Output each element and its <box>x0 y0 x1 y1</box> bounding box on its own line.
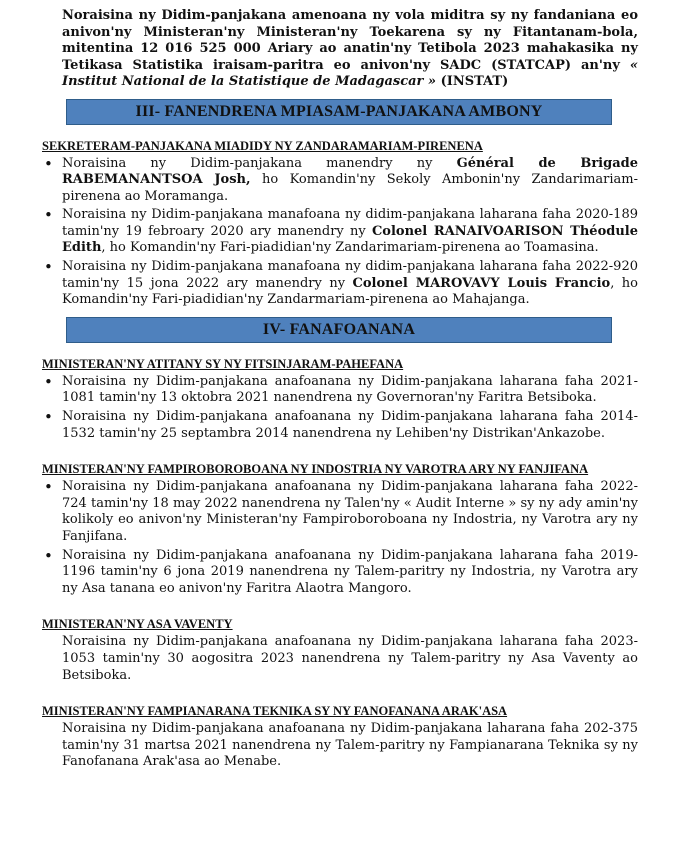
item-name: Colonel RANAIVOARISON Théodule Edith <box>62 223 638 256</box>
intro-acronym: (INSTAT) <box>440 74 509 89</box>
subheading-zandarmariam: SEKRETERAM-PANJAKANA MIADIDY NY ZANDARAMARIAM-PIRENENA <box>42 138 483 153</box>
list-item: • Noraisina ny Didim-panjakana anafoanana ny Didim-panjakana laharana faha 2014- 1532 tamin'ny 25 septambra 2014 nanendrena ny Lehiben'ny Distrikan'Ankazobe. <box>62 409 638 442</box>
list-item: • Noraisina ny Didim-panjakana anafoanana ny Didim-panjakana laharana faha 2019-1196 tamin'ny 6 jona 2019 nanendrena ny Talem-paritry ny Indostria, ny Varotra ary ny Asa tanana eo anivon'ny Faritra Alaotra Mangoro. <box>62 548 638 598</box>
section-heading-iv: IV- FANAFOANANA <box>66 317 612 343</box>
list-item <box>62 207 638 257</box>
paragraph-fampianarana-teknika: Noraisina ny Didim-panjakana anafoanana ny Didim-panjakana laharana faha 202-375 tamin'ny 31 martsa 2021 nanendrena ny Talem-paritry ny Fampianarana Teknika sy ny Fanofanana Arak'asa ao Menabe. <box>62 721 638 770</box>
item-name: Général de Brigade RABEMANANTSOA Josh, <box>62 155 638 188</box>
item-text: , ho Komandin'ny Fari-piadidian'ny Zandarimariam-pirenena ao Toamasina. <box>101 240 599 256</box>
list-item: • Noraisina ny Didim-panjakana anafoanana ny Didim-panjakana laharana faha 2021-1081 tamin'ny 13 oktobra 2021 nanendrena ny Governoran'ny Faritra Betsiboka. <box>62 374 638 407</box>
item-text: Noraisina ny Didim-panjakana manafoana ny didim-panjakana laharana faha 2020-189 tamin'ny 19 febroary 2020 ary manendry ny <box>62 207 638 239</box>
list-item <box>62 259 638 309</box>
list-item: • Noraisina ny Didim-panjakana anafoanana ny Didim-panjakana laharana faha 2022-724 tamin'ny 18 may 2022 nanendrena ny Talen'ny « Audit Interne » sy ny ady amin'ny kolikoly eo anivon'ny Ministeran'ny Fampiroboroboana ny Indostria, ny Varotra ary ny Fanjifana. <box>62 479 638 545</box>
intro-paragraph <box>62 8 638 91</box>
item-name: Colonel MAROVAVY Louis Francio <box>352 275 611 291</box>
item-text: Noraisina ny Didim-panjakana manafoana ny didim-panjakana laharana faha 2022-920 tamin'ny 15 jona 2022 ary manendry ny <box>62 259 638 291</box>
subheading-fampianarana-teknika: MINISTERAN'NY FAMPIANARANA TEKNIKA SY NY FANOFANANA ARAK'ASA <box>42 704 508 719</box>
intro-institution: « Institut National de la Statistique de Madagascar » <box>62 57 638 89</box>
abrogations-list-atitany <box>42 374 638 442</box>
section-heading-iii: III- FANENDRENA MPIASAM-PANJAKANA AMBONY <box>66 99 612 125</box>
item-text: , ho Komandin'ny Fari-piadidian'ny Zandarmariam-pirenena ao Mahajanga. <box>62 275 639 308</box>
list-item <box>62 156 638 206</box>
item-text: Noraisina ny Didim-panjakana manendry ny <box>62 155 457 171</box>
subheading-indostria: MINISTERAN'NY FAMPIROBOROBOANA NY INDOSTRIA NY VAROTRA ARY NY FANJIFANA <box>42 462 589 477</box>
subheading-asa-vaventy: MINISTERAN'NY ASA VAVENTY <box>42 617 233 632</box>
paragraph-asa-vaventy: Noraisina ny Didim-panjakana anafoanana ny Didim-panjakana laharana faha 2023-1053 tamin'ny 30 aogositra 2023 nanendrena ny Talem-paritry ny Asa Vaventy ao Betsiboka. <box>62 634 638 683</box>
intro-text: Noraisina ny Didim-panjakana amenoana ny vola miditra sy ny fandaniana eo anivon'ny Ministeran'ny Ministeran'ny Toekarena sy ny Fitantanam-bola, mitentina 12 016 525 000 Ariary ao anatin'ny Tetibola 2023 mahakasika ny Tetikasa Statistika iraisam-paritra eo anivon'ny SADC (STATCAP) an'ny <box>62 8 638 73</box>
item-text: ho Komandin'ny Sekoly Ambonin'ny Zandarimariam-pirenena ao Moramanga. <box>62 172 639 204</box>
appointments-list <box>42 156 638 309</box>
abrogations-list-indostria <box>42 479 638 597</box>
subheading-atitany: MINISTERAN'NY ATITANY SY NY FITSINJARAM-PAHEFANA <box>42 356 404 371</box>
